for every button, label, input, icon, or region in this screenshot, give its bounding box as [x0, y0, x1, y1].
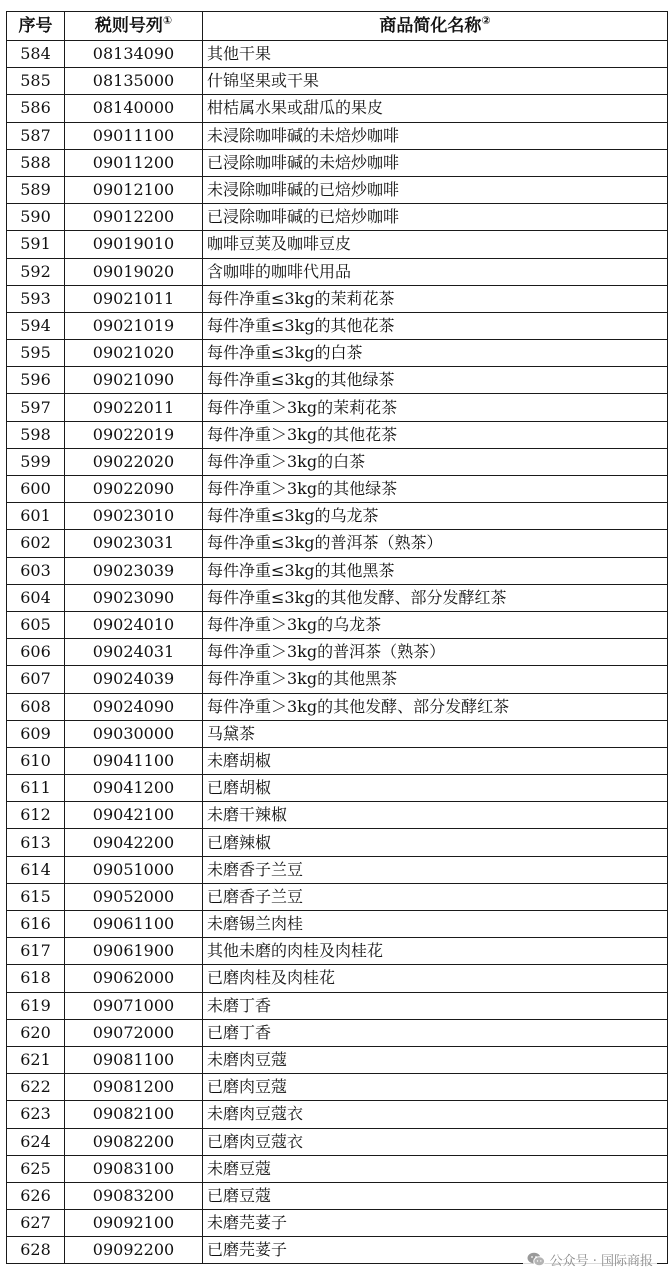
table-row [7, 611, 668, 638]
cell-code: 09081200 [65, 1074, 203, 1101]
cell-seq: 595 [7, 340, 65, 367]
cell-code: 08134090 [65, 41, 203, 68]
cell-name: 已磨辣椒 [203, 829, 668, 856]
table-row [7, 938, 668, 965]
cell-code: 09012100 [65, 176, 203, 203]
cell-seq: 599 [7, 448, 65, 475]
cell-code: 09024031 [65, 639, 203, 666]
table-row [7, 802, 668, 829]
cell-seq: 625 [7, 1155, 65, 1182]
cell-code: 09083100 [65, 1155, 203, 1182]
cell-name: 柑桔属水果或甜瓜的果皮 [203, 95, 668, 122]
table-row [7, 1046, 668, 1073]
table-row [7, 1182, 668, 1209]
table-row [7, 992, 668, 1019]
cell-name: 每件净重＞3kg的其他花茶 [203, 421, 668, 448]
cell-seq: 619 [7, 992, 65, 1019]
cell-seq: 628 [7, 1237, 65, 1264]
table-row [7, 1155, 668, 1182]
cell-seq: 617 [7, 938, 65, 965]
cell-name: 未磨肉豆蔻衣 [203, 1101, 668, 1128]
table-row [7, 285, 668, 312]
cell-code: 09042200 [65, 829, 203, 856]
cell-code: 09023090 [65, 584, 203, 611]
cell-code: 09030000 [65, 720, 203, 747]
cell-name: 已磨芫荽子 [203, 1237, 668, 1264]
cell-code: 09052000 [65, 883, 203, 910]
table-row [7, 367, 668, 394]
cell-code: 09011100 [65, 122, 203, 149]
cell-seq: 622 [7, 1074, 65, 1101]
cell-name: 已浸除咖啡碱的未焙炒咖啡 [203, 149, 668, 176]
table-row [7, 176, 668, 203]
footnote-marker-2: ② [481, 14, 491, 27]
table-row [7, 258, 668, 285]
cell-code: 08135000 [65, 68, 203, 95]
table-row [7, 911, 668, 938]
cell-name: 每件净重≤3kg的其他黑茶 [203, 557, 668, 584]
cell-code: 09023039 [65, 557, 203, 584]
cell-code: 09022090 [65, 476, 203, 503]
table-row [7, 231, 668, 258]
cell-code: 09023031 [65, 530, 203, 557]
cell-seq: 592 [7, 258, 65, 285]
cell-seq: 618 [7, 965, 65, 992]
cell-name: 未磨干辣椒 [203, 802, 668, 829]
cell-name: 已磨胡椒 [203, 775, 668, 802]
cell-name: 每件净重≤3kg的乌龙茶 [203, 503, 668, 530]
table-row [7, 639, 668, 666]
cell-seq: 607 [7, 666, 65, 693]
cell-seq: 601 [7, 503, 65, 530]
table-row [7, 1128, 668, 1155]
cell-name: 每件净重≤3kg的茉莉花茶 [203, 285, 668, 312]
cell-seq: 602 [7, 530, 65, 557]
cell-code: 09042100 [65, 802, 203, 829]
cell-code: 09024010 [65, 611, 203, 638]
cell-name: 已磨香子兰豆 [203, 883, 668, 910]
table-row [7, 340, 668, 367]
cell-name: 未磨香子兰豆 [203, 856, 668, 883]
cell-seq: 621 [7, 1046, 65, 1073]
cell-seq: 620 [7, 1019, 65, 1046]
cell-seq: 604 [7, 584, 65, 611]
cell-seq: 624 [7, 1128, 65, 1155]
table-row [7, 584, 668, 611]
cell-code: 09092200 [65, 1237, 203, 1264]
table-row [7, 41, 668, 68]
cell-seq: 615 [7, 883, 65, 910]
cell-seq: 597 [7, 394, 65, 421]
header-name [203, 12, 668, 41]
cell-code: 09021011 [65, 285, 203, 312]
cell-seq: 589 [7, 176, 65, 203]
cell-name: 咖啡豆荚及咖啡豆皮 [203, 231, 668, 258]
header-seq [7, 12, 65, 41]
cell-code: 09023010 [65, 503, 203, 530]
cell-name: 每件净重＞3kg的其他发酵、部分发酵红茶 [203, 693, 668, 720]
cell-code: 09022011 [65, 394, 203, 421]
cell-name: 其他干果 [203, 41, 668, 68]
cell-seq: 616 [7, 911, 65, 938]
table-row [7, 856, 668, 883]
cell-code: 09022019 [65, 421, 203, 448]
cell-code: 09072000 [65, 1019, 203, 1046]
cell-name: 每件净重＞3kg的茉莉花茶 [203, 394, 668, 421]
cell-code: 09022020 [65, 448, 203, 475]
cell-seq: 612 [7, 802, 65, 829]
cell-name: 每件净重＞3kg的其他黑茶 [203, 666, 668, 693]
table-row [7, 1101, 668, 1128]
cell-code: 09071000 [65, 992, 203, 1019]
header-row [7, 12, 668, 41]
cell-code: 09081100 [65, 1046, 203, 1073]
cell-code: 09092100 [65, 1210, 203, 1237]
cell-name: 已浸除咖啡碱的已焙炒咖啡 [203, 204, 668, 231]
cell-code: 09083200 [65, 1182, 203, 1209]
cell-name: 未磨丁香 [203, 992, 668, 1019]
cell-code: 09041100 [65, 747, 203, 774]
header-code-label: 税则号列 [94, 16, 163, 36]
cell-code: 09024039 [65, 666, 203, 693]
cell-code: 09041200 [65, 775, 203, 802]
cell-name: 未磨肉豆蔻 [203, 1046, 668, 1073]
wechat-icon [527, 1252, 545, 1267]
table-row [7, 747, 668, 774]
cell-name: 未浸除咖啡碱的已焙炒咖啡 [203, 176, 668, 203]
table-row [7, 829, 668, 856]
cell-code: 09082200 [65, 1128, 203, 1155]
cell-code: 09021019 [65, 312, 203, 339]
cell-code: 09019020 [65, 258, 203, 285]
cell-name: 已磨肉豆蔻 [203, 1074, 668, 1101]
cell-name: 已磨肉豆蔻衣 [203, 1128, 668, 1155]
cell-code: 09021090 [65, 367, 203, 394]
table-body [7, 41, 668, 1264]
cell-name: 每件净重≤3kg的其他花茶 [203, 312, 668, 339]
table-row [7, 312, 668, 339]
table-row [7, 448, 668, 475]
table-row [7, 530, 668, 557]
header-code [65, 12, 203, 41]
cell-name: 已磨丁香 [203, 1019, 668, 1046]
table-row [7, 204, 668, 231]
cell-seq: 586 [7, 95, 65, 122]
cell-name: 已磨豆蔻 [203, 1182, 668, 1209]
cell-seq: 614 [7, 856, 65, 883]
cell-seq: 588 [7, 149, 65, 176]
cell-name: 每件净重＞3kg的白茶 [203, 448, 668, 475]
table-row [7, 965, 668, 992]
table-row [7, 68, 668, 95]
cell-name: 什锦坚果或干果 [203, 68, 668, 95]
table-row [7, 883, 668, 910]
cell-seq: 600 [7, 476, 65, 503]
cell-seq: 585 [7, 68, 65, 95]
cell-seq: 598 [7, 421, 65, 448]
tariff-table [6, 11, 668, 1264]
cell-seq: 603 [7, 557, 65, 584]
cell-name: 未磨胡椒 [203, 747, 668, 774]
table-row [7, 693, 668, 720]
cell-code: 09061100 [65, 911, 203, 938]
cell-name: 含咖啡的咖啡代用品 [203, 258, 668, 285]
cell-seq: 587 [7, 122, 65, 149]
cell-seq: 609 [7, 720, 65, 747]
cell-code: 09011200 [65, 149, 203, 176]
cell-seq: 608 [7, 693, 65, 720]
cell-name: 未磨芫荽子 [203, 1210, 668, 1237]
cell-seq: 627 [7, 1210, 65, 1237]
cell-seq: 611 [7, 775, 65, 802]
header-name-label: 商品简化名称 [379, 16, 482, 36]
table-row [7, 1019, 668, 1046]
table-row [7, 95, 668, 122]
cell-seq: 626 [7, 1182, 65, 1209]
table-row [7, 1074, 668, 1101]
cell-name: 未磨锡兰肉桂 [203, 911, 668, 938]
cell-seq: 593 [7, 285, 65, 312]
cell-name: 每件净重≤3kg的其他发酵、部分发酵红茶 [203, 584, 668, 611]
cell-name: 每件净重＞3kg的乌龙茶 [203, 611, 668, 638]
cell-name: 马黛茶 [203, 720, 668, 747]
table-header [7, 12, 668, 41]
cell-name: 每件净重≤3kg的白茶 [203, 340, 668, 367]
cell-code: 08140000 [65, 95, 203, 122]
cell-name: 每件净重≤3kg的普洱茶（熟茶） [203, 530, 668, 557]
footnote-marker-1: ① [162, 14, 173, 27]
watermark [523, 1248, 657, 1271]
cell-seq: 623 [7, 1101, 65, 1128]
table-row [7, 394, 668, 421]
cell-name: 每件净重＞3kg的普洱茶（熟茶） [203, 639, 668, 666]
cell-code: 09082100 [65, 1101, 203, 1128]
cell-name: 每件净重≤3kg的其他绿茶 [203, 367, 668, 394]
table-row [7, 1210, 668, 1237]
cell-seq: 596 [7, 367, 65, 394]
cell-seq: 610 [7, 747, 65, 774]
cell-code: 09021020 [65, 340, 203, 367]
table-row [7, 421, 668, 448]
table-row [7, 557, 668, 584]
cell-seq: 606 [7, 639, 65, 666]
cell-name: 未浸除咖啡碱的未焙炒咖啡 [203, 122, 668, 149]
header-seq-label: 序号 [18, 16, 53, 36]
cell-code: 09012200 [65, 204, 203, 231]
cell-code: 09019010 [65, 231, 203, 258]
cell-seq: 591 [7, 231, 65, 258]
cell-code: 09061900 [65, 938, 203, 965]
table-row [7, 775, 668, 802]
table-row [7, 720, 668, 747]
table-row [7, 122, 668, 149]
cell-seq: 613 [7, 829, 65, 856]
cell-name: 每件净重＞3kg的其他绿茶 [203, 476, 668, 503]
cell-seq: 584 [7, 41, 65, 68]
cell-name: 未磨豆蔻 [203, 1155, 668, 1182]
cell-seq: 594 [7, 312, 65, 339]
cell-seq: 605 [7, 611, 65, 638]
cell-name: 其他未磨的肉桂及肉桂花 [203, 938, 668, 965]
cell-code: 09051000 [65, 856, 203, 883]
table-row [7, 149, 668, 176]
table-row [7, 666, 668, 693]
table-row [7, 476, 668, 503]
cell-code: 09024090 [65, 693, 203, 720]
cell-code: 09062000 [65, 965, 203, 992]
table-row [7, 503, 668, 530]
cell-name: 已磨肉桂及肉桂花 [203, 965, 668, 992]
watermark-text: 公众号 · 国际商报 [549, 1254, 653, 1269]
cell-seq: 590 [7, 204, 65, 231]
